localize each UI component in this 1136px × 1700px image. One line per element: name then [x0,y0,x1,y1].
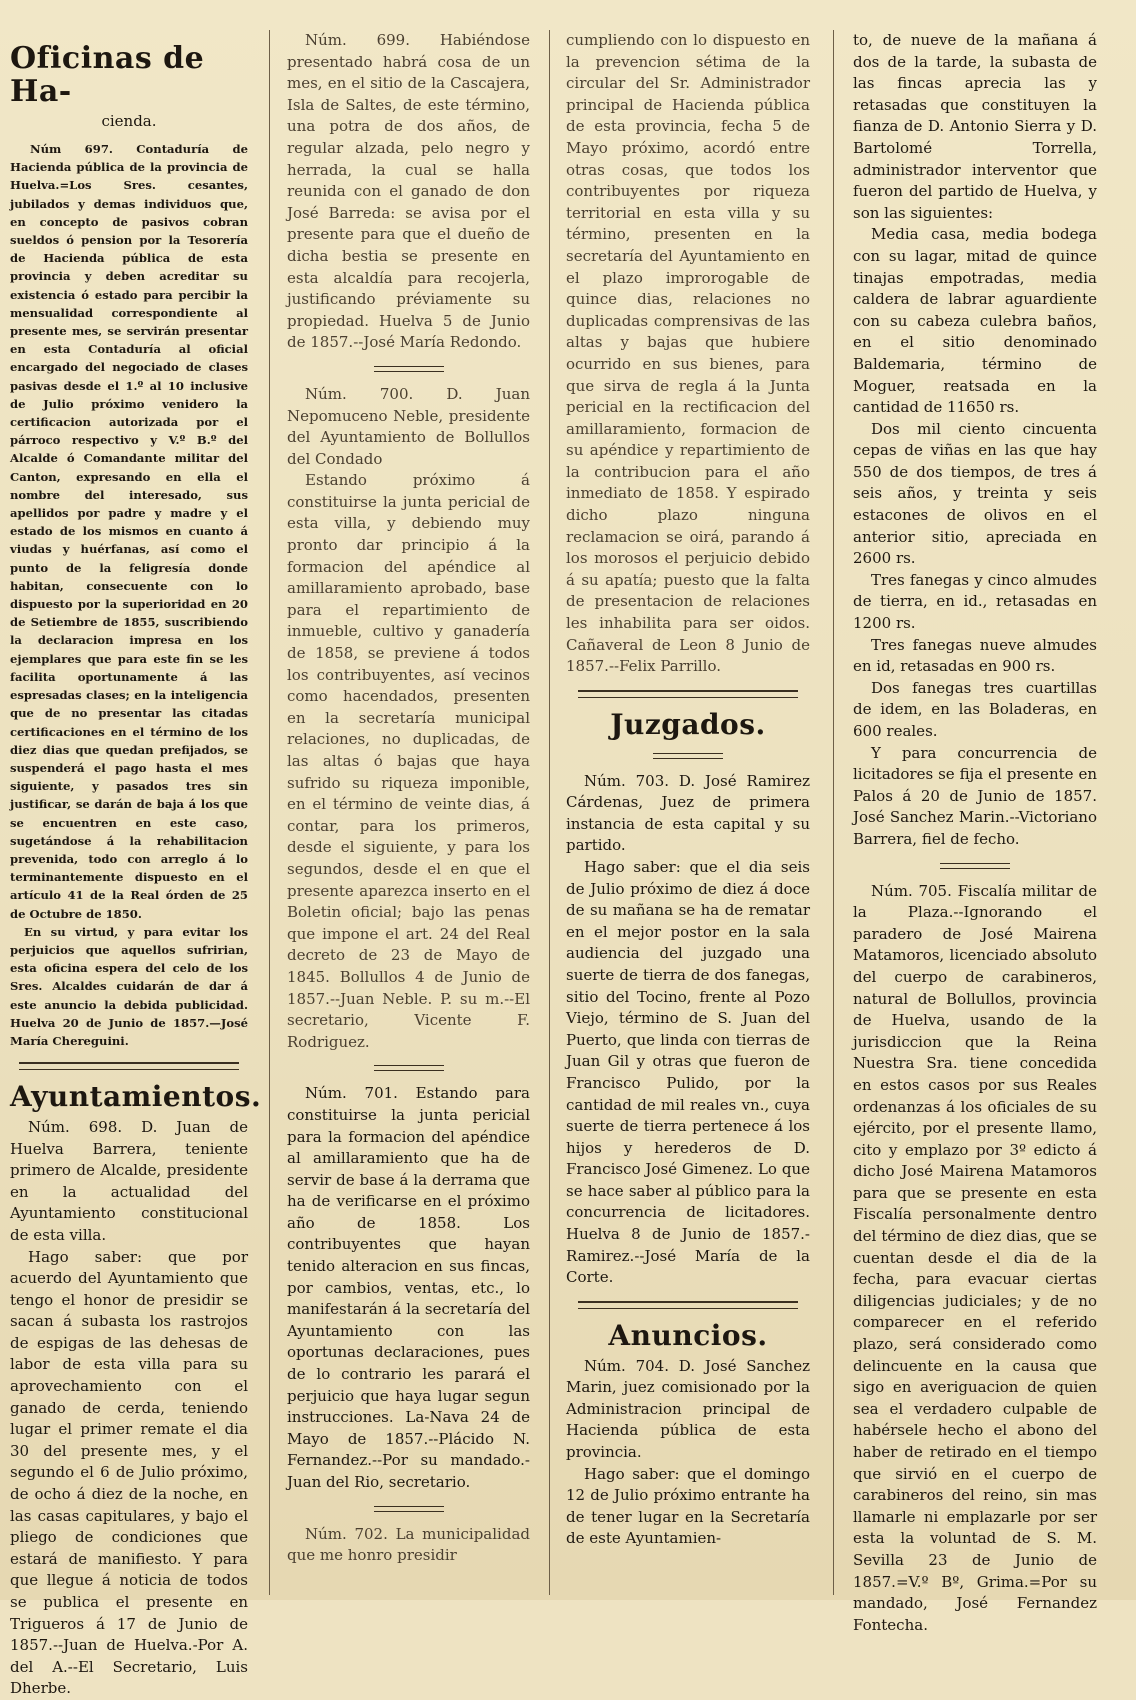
notice-700-heading: Núm. 700. D. Juan Nepomuceno Neble, presidente del Ayuntamiento de Bollullos del Condado [287,384,530,468]
notice-697-body: Núm 697. Contaduría de Hacienda pública de la provincia de Huelva.=Los Sres. cesantes, jubilados y demas individuos que, en concepto de pasivos cobran sueldos ó pension por la Tesorería de Hacienda pública de esta provincia y deben acreditar su existencia ó estado para percibir la mensualidad correspondiente al presente mes, se servirán presentar en esta Contaduría al oficial encargado del negociado de clases pasivas desde el 1.º al 10 inclusive de Julio próximo venidero la certificacion autorizada por el párroco respectivo y V.º B.º del Alcalde ó Comandante militar del Canton, expresando en ella el nombre del interesado, sus apellidos por padre y madre y el estado de los mismos en cuanto á viudas y huérfanas, así como el punto de la feligresía donde habitan, consecuente con lo dispuesto por la superioridad en 20 de Setiembre de 1855, suscribiendo la declaracion impresa en los ejemplares que para este fin se les facilita oportunamente á las espresadas clases; en la inteligencia que de no presentar las citadas certificaciones en el término de los diez dias que quedan prefijados, se suspenderá el pago hasta el mes siguiente, y pasados tres sin justificar, se darán de baja á los que se encuentren en este caso, sugetándose á la rehabilitacion prevenida, todo con arreglo á lo terminantemente dispuesto en el artículo 41 de la Real órden de 25 de Octubre de 1850. [10,142,248,921]
property-item: Tres fanegas nueve almudes en id, retasadas en 900 rs. [853,635,1097,676]
section-separator [19,1062,239,1070]
notice-separator [374,1065,444,1071]
column-2 [287,30,530,1595]
notice-704-continued: to, de nueve de la mañana á dos de la tarde, la subasta de las fincas aprecia las y retasadas que constituyen la fianza de D. Antonio Sierra y D. Bartolomé Torrella, administrador interventor que fueron del partido de Huelva, y son las siguientes: [853,31,1097,222]
column-rule [269,30,270,1595]
notice-703-body: Hago saber: que el dia seis de Julio próximo de diez á doce de su mañana se ha de rematar en el mejor postor en la sala audiencia del juzgado una suerte de tierra de dos fanegas, sitio del Tocino, frente al Pozo Viejo, término de S. Juan del Puerto, que linda con tierras de Juan Gil y otras que fueron de Francisco Pulido, por la cantidad de mil reales vn., cuya suerte de tierra pertenece á los hijos y herederos de D. Francisco José Gimenez. Lo que se hace saber al público para la concurrencia de licitadores. Huelva 8 de Junio de 1857.- Ramirez.--José María de la Corte. [566,857,810,1287]
column-3 [566,30,810,1595]
notice-703-heading: Núm. 703. D. José Ramirez Cárdenas, Juez de primera instancia de esta capital y su partido. [566,771,810,855]
notice-separator [374,1506,444,1512]
notice-704-closing: Y para concurrencia de licitadores se fija el presente en Palos á 20 de Junio de 1857. José Sanchez Marin.--Victoriano Barrera, fiel de fecho. [853,743,1097,848]
section-title-hacienda: Oficinas de Ha- [10,41,205,109]
section-title-ayuntamientos: Ayuntamientos. [10,1080,262,1114]
notice-698-body: Hago saber: que por acuerdo del Ayuntamiento que tengo el honor de presidir se sacan á subasta los rastrojos de espigas de las dehesas de labor de esta villa para su aprovechamiento con el ganado de cerda, teniendo lugar el primer remate el dia 30 del presente mes, y el segundo el 6 de Julio próximo, de ocho á diez de la noche, en las casas capitulares, y bajo el pliego de condiciones que estará de manifiesto. Y para que llegue á noticia de todos se publica el presente en Trigueros á 17 de Junio de 1857.--Juan de Huelva.-Por A. del A.--El Secretario, Luis Dherbe. [10,1247,248,1698]
notice-700-body: Estando próximo á constituirse la junta pericial de esta villa, y debiendo muy pronto dar principio á la formacion del apéndice al amillaramiento aprobado, base para el repartimiento de inmueble, cultivo y ganadería de 1858, se previene á todos los contribuyentes, así vecinos como hacendados, presenten en la secretaría municipal relaciones, no duplicadas, de las altas ó bajas que haya sufrido su riqueza imponible, en el término de veinte dias, á contar, para los primeros, desde el siguiente, y para los segundos, desde el en que el presente aparezca inserto en el Boletin oficial; bajo las penas que impone el art. 24 del Real decreto de 23 de Mayo de 1845. Bollullos 4 de Junio de 1857.--Juan Neble. P. su m.--El secretario, Vicente F. Rodriguez. [287,471,530,1051]
notice-701: Núm. 701. Estando para constituirse la junta pericial para la formacion del apéndice al amillaramiento que ha de servir de base á la derrama que ha de verificarse en el próximo año de 1858. Los contribuyentes que hayan tenido alteracion en sus fincas, por cambios, ventas, etc., lo manifestarán á la secretaría del Ayuntamiento con las oportunas declaraciones, pues de lo contrario les parará el perjuicio que haya lugar segun instrucciones. La-Nava 24 de Mayo de 1857.--Plácido N. Fernandez.--Por su mandado.-Juan del Rio, secretario. [287,1084,530,1491]
section-separator [578,1301,798,1309]
notice-698-heading: Núm. 698. D. Juan de Huelva Barrera, teniente primero de Alcalde, presidente en la actualidad del Ayuntamiento constitucional de esta villa. [10,1117,248,1244]
section-title-anuncios: Anuncios. [608,1318,768,1352]
property-item: Dos mil ciento cincuenta cepas de viñas en las que hay 550 de dos tiempos, de tres á seis años, y treinta y seis estacones de olivos en el anterior sitio, apreciada en 2600 rs. [853,419,1097,568]
notice-separator [374,366,444,372]
property-item: Media casa, media bodega con su lagar, mitad de quince tinajas empotradas, media caldera de labrar aguardiente con su cabeza culebra baños, en el sitio denominado Baldemaria, término de Moguer, reatsada en la cantidad de 11650 rs. [853,225,1097,417]
notice-704-body: Hago saber: que el domingo 12 de Julio próximo entrante ha de tener lugar en la Secretaría de este Ayuntamien- [566,1464,810,1548]
column-1 [10,30,262,1698]
column-4 [853,30,1097,1634]
notice-704-heading: Núm. 704. D. José Sanchez Marin, juez comisionado por la Administracion principal de Hacienda pública de esta provincia. [566,1356,810,1462]
notice-702-start: Núm. 702. La municipalidad que me honro presidir [287,1524,530,1565]
title-separator [653,753,723,759]
notice-702-continued: cumpliendo con lo dispuesto en la prevencion sétima de la circular del Sr. Administrador principal de Hacienda pública de esta provincia, fecha 5 de Mayo próximo, acordó entre otras cosas, que todos los contribuyentes por riqueza territorial en esta villa y su término, presenten en la secretaría del Ayuntamiento en el plazo improrogable de quince dias, relaciones no duplicadas comprensivas de las altas y bajas que hubiere ocurrido en sus bienes, para que sirva de regla á la Junta pericial en la rectificacion del amillaramiento, formacion de su apéndice y repartimiento de la contribucion para el año inmediato de 1858. Y espirado dicho plazo ninguna reclamacion se oirá, parando á los morosos el perjuicio debido á su apatía; puesto que la falta de presentacion de relaciones les inhabilita para ser oidos. Cañaveral de Leon 8 Junio de 1857.--Felix Parrillo. [566,31,810,676]
notice-separator [940,863,1010,869]
column-rule [833,30,834,1595]
notice-699: Núm. 699. Habiéndose presentado habrá cosa de un mes, en el sitio de la Cascajera, Isla de Saltes, de este término, una potra de dos años, de regular alzada, pelo negro y herrada, la cual se halla reunida con el ganado de don José Barreda: se avisa por el presente para que el dueño de dicha bestia se presente en esta alcaldía para recojerla, justificando préviamente su propiedad. Huelva 5 de Junio de 1857.--José María Redondo. [287,31,530,352]
section-title-juzgados: Juzgados. [610,707,766,741]
property-item: Tres fanegas y cinco almudes de tierra, en id., retasadas en 1200 rs. [853,570,1097,633]
section-separator [578,690,798,698]
notice-705: Núm. 705. Fiscalía militar de la Plaza.--Ignorando el paradero de José Mairena Matamoros, licenciado absoluto del cuerpo de carabineros, natural de Bollullos, provincia de Huelva, usando de la jurisdiccion que la Reina Nuestra Sra. tiene concedida en estos casos por sus Reales ordenanzas á los oficiales de su ejército, por el presente llamo, cito y emplazo por 3º edicto á dicho José Mairena Matamoros para que se presente en esta Fiscalía personalmente dentro del término de diez dias, que se cuentan desde el dia de la fecha, para evacuar ciertas diligencias judiciales; y de no comparecer en el referido plazo, será considerado como delincuente en la causa que sigo en averiguacion de quien sea el verdadero culpable de habérsele hecho el abono del haber de retirado en el tiempo que sirvió en el cuerpo de carabineros del reino, sin mas llamarle ni emplazarle por ser esta la voluntad de S. M. Sevilla 23 de Junio de 1857.=V.º Bº, Grima.=Por su mandado, José Fernandez Fontecha. [853,881,1097,1634]
notice-697-closing: En su virtud, y para evitar los perjuicios que aquellos sufririan, esta oficina espera del celo de los Sres. Alcaldes cuidarán de dar á este anuncio la debida publicidad. Huelva 20 de Junio de 1857.—José María Chereguini. [10,924,248,1048]
section-subtitle-hacienda: cienda. [101,112,157,130]
property-item: Dos fanegas tres cuartillas de idem, en las Boladeras, en 600 reales. [853,678,1097,740]
column-rule [549,30,550,1595]
